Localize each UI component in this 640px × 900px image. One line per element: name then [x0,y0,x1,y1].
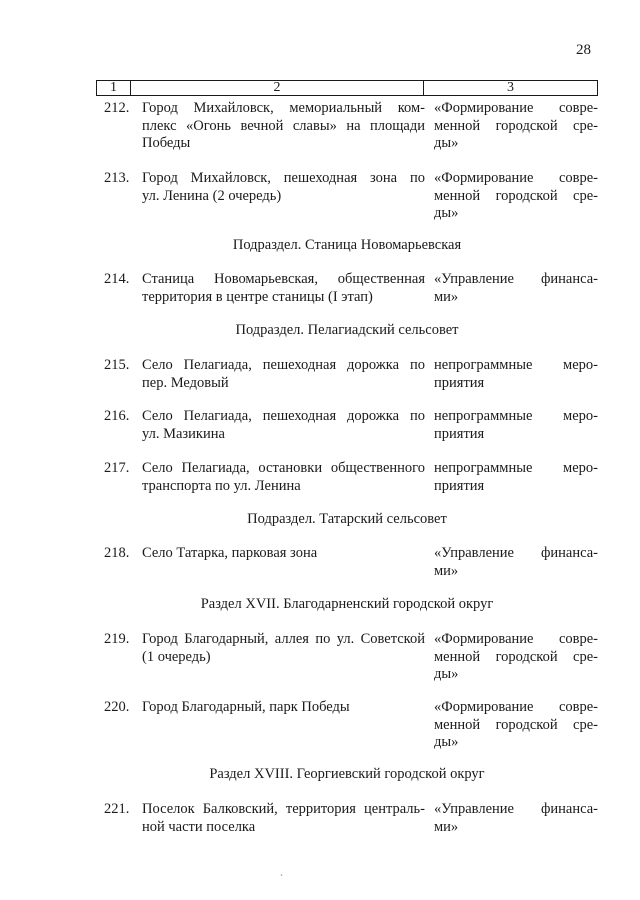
subsection-heading: Подраздел. Пелагиадский сельсовет [235,322,459,338]
row-number: 216. [104,408,130,424]
table-header-row [96,80,598,96]
object-name: Станица Новомарьевская, общественная территория в центре станицы (I этап) [142,271,425,305]
subsection-heading: Подраздел. Татарский сельсовет [247,511,447,527]
program-name: непрограммные меро- приятия [434,357,598,391]
section-heading: Раздел XVII. Благодарненский городской округ [200,596,494,612]
header-cell-1: 1 [97,81,131,95]
row-number: 219. [104,631,130,647]
object-name: Село Пелагиада, пешеходная дорожка по ул. Мазикина [142,408,425,442]
header-cell-2: 2 [131,81,424,95]
stray-mark: ` [280,873,283,883]
row-number: 221. [104,801,130,817]
program-name: непрограммные меро- приятия [434,408,598,442]
program-name: «Формирование совре- менной городской сре- ды» [434,699,598,750]
program-name: «Управление финанса- ми» [434,271,598,305]
program-name: непрограммные меро- приятия [434,460,598,494]
object-name: Город Благодарный, аллея по ул. Советской (1 очередь) [142,631,425,665]
row-number: 218. [104,545,130,561]
object-name: Село Пелагиада, остановки общественного транспорта по ул. Ленина [142,460,425,494]
program-name: «Управление финанса- ми» [434,801,598,835]
subsection-heading: Подраздел. Станица Новомарьевская [232,237,462,253]
page-number: 28 [576,42,591,58]
program-name: «Формирование совре- менной городской сре- ды» [434,100,598,151]
row-number: 215. [104,357,130,373]
section-heading: Раздел XVIII. Георгиевский городской округ [209,766,485,782]
object-name: Город Благодарный, парк Победы [142,699,350,715]
program-name: «Формирование совре- менной городской сре- ды» [434,631,598,682]
header-cell-3: 3 [507,80,514,95]
row-number: 217. [104,460,130,476]
object-name: Город Михайловск, пешеходная зона по ул. Ленина (2 очередь) [142,170,425,204]
row-number: 212. [104,100,130,116]
program-name: «Управление финанса- ми» [434,545,598,579]
row-number: 220. [104,699,130,715]
row-number: 214. [104,271,130,287]
program-name: «Формирование совре- менной городской сре- ды» [434,170,598,221]
object-name: Село Пелагиада, пешеходная дорожка по пер. Медовый [142,357,425,391]
object-name: Поселок Балковский, территория централь- ной части поселка [142,801,425,835]
object-name: Село Татарка, парковая зона [142,545,318,561]
row-number: 213. [104,170,130,186]
object-name: Город Михайловск, мемориальный ком- плекс «Огонь вечной славы» на площади Победы [142,100,425,151]
